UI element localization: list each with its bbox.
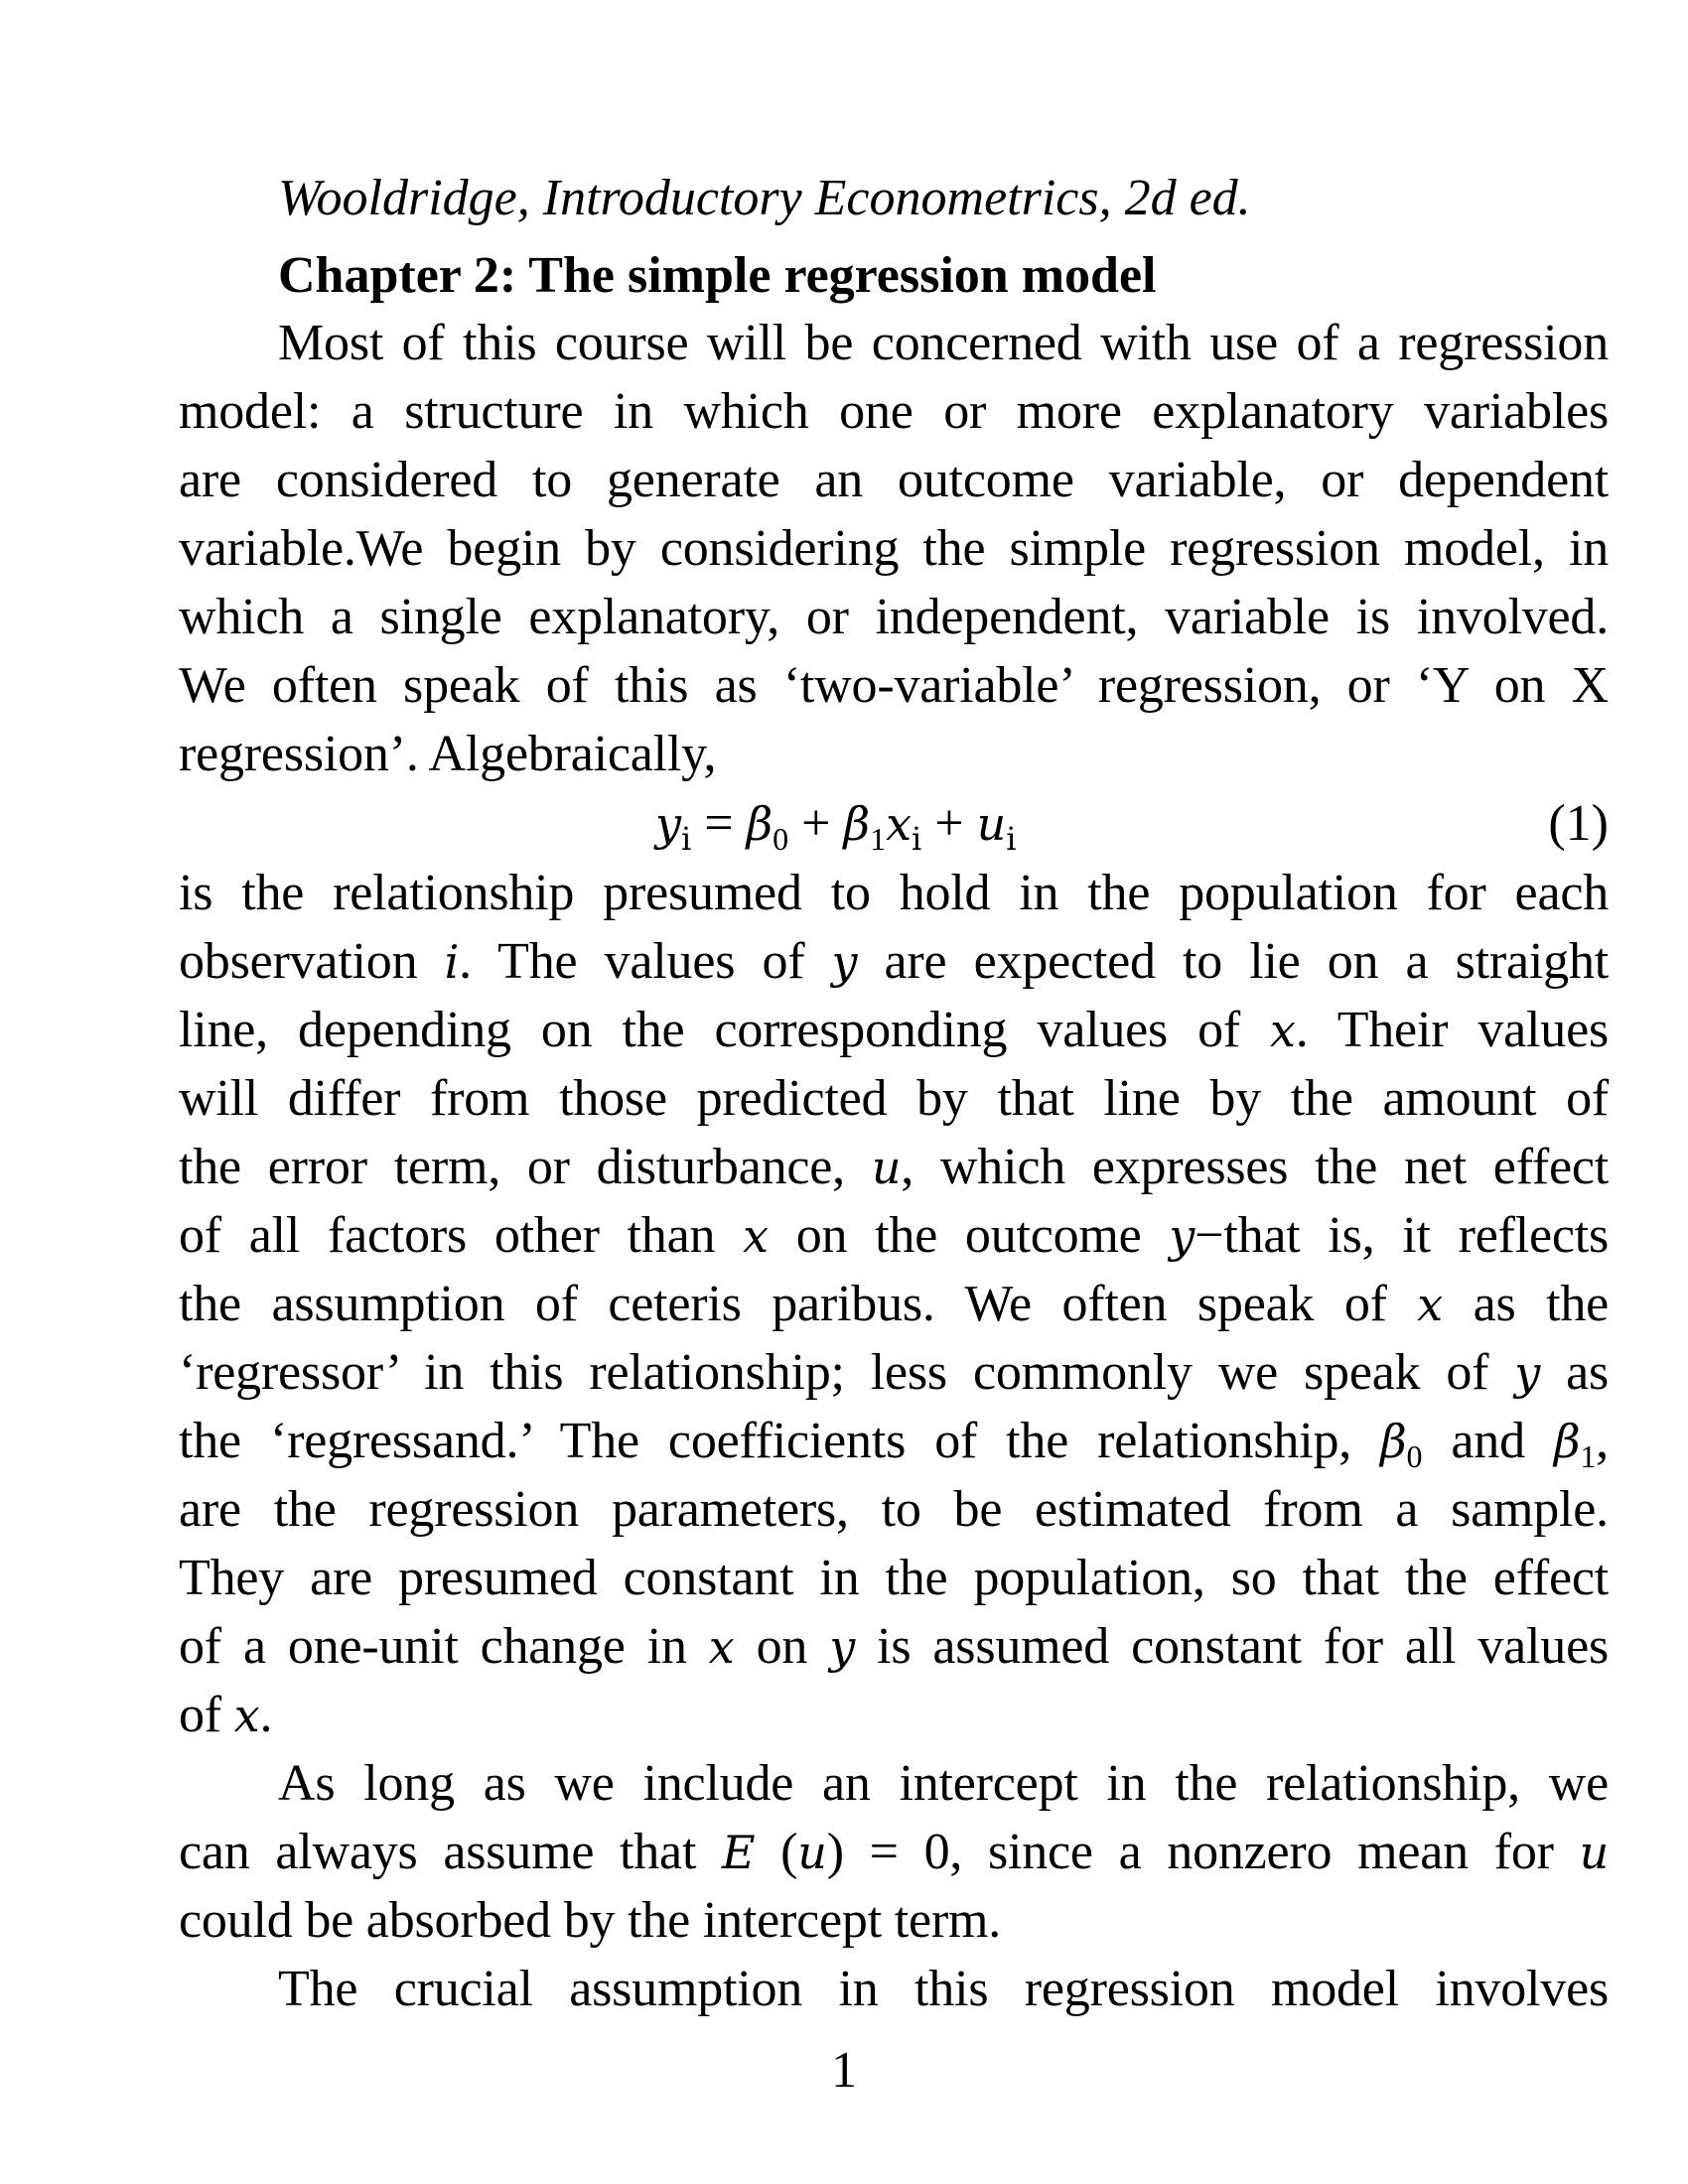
text-line: of x. [179, 1687, 273, 1743]
text-line: variable.We begin by considering the simple regression model, in [179, 520, 1609, 577]
text-line: The crucial assumption in this regression model involves [278, 1961, 1609, 2017]
text-line: the assumption of ceteris paribus. We often speak of x as the [179, 1276, 1609, 1332]
equation-1: $y_i = \beta_0 + \beta_1x_i + u_i$ [655, 795, 1017, 858]
text-line: ‘regressor’ in this relationship; less commonly we speak of y as [179, 1344, 1609, 1401]
page-number: 1 [831, 2042, 857, 2099]
text-line: observation i. The values of y are expected to lie on a straight [179, 933, 1609, 990]
running-header: Wooldridge, Introductory Econometrics, 2d ed. [278, 170, 1251, 226]
text-line: which a single explanatory, or independent, variable is involved. [179, 589, 1609, 645]
text-line: of a one-unit change in x on y is assumed constant for all values [179, 1618, 1609, 1675]
text-line: the ‘regressand.’ The coefficients of the relationship, $\beta_0$ and $\beta_1$, [179, 1413, 1609, 1474]
text-line: the error term, or disturbance, u, which expresses the net effect [179, 1139, 1609, 1195]
text-line: are considered to generate an outcome variable, or dependent [179, 452, 1609, 508]
text-line: could be absorbed by the intercept term. [179, 1892, 1002, 1949]
equation-number: (1) [1548, 795, 1609, 852]
text-line: model: a structure in which one or more explanatory variables [179, 383, 1609, 440]
text-line: will differ from those predicted by that line by the amount of [179, 1070, 1609, 1127]
text-line: line, depending on the corresponding values of x. Their values [179, 1002, 1609, 1058]
text-line: can always assume that E (u) = 0, since a nonzero mean for u [179, 1824, 1609, 1880]
text-line: As long as we include an intercept in the relationship, we [278, 1755, 1609, 1812]
text-line: We often speak of this as ‘two-variable’ regression, or ‘Y on X [179, 657, 1609, 714]
text-line: are the regression parameters, to be estimated from a sample. [179, 1481, 1609, 1538]
chapter-title: Chapter 2: The simple regression model [278, 247, 1157, 304]
text-line: regression’. Algebraically, [179, 726, 717, 782]
text-line: of all factors other than x on the outcome y−that is, it reflects [179, 1207, 1609, 1264]
text-line: They are presumed constant in the population, so that the effect [179, 1550, 1609, 1606]
text-line: Most of this course will be concerned with use of a regression [278, 315, 1609, 371]
text-line: is the relationship presumed to hold in the population for each [179, 865, 1609, 921]
